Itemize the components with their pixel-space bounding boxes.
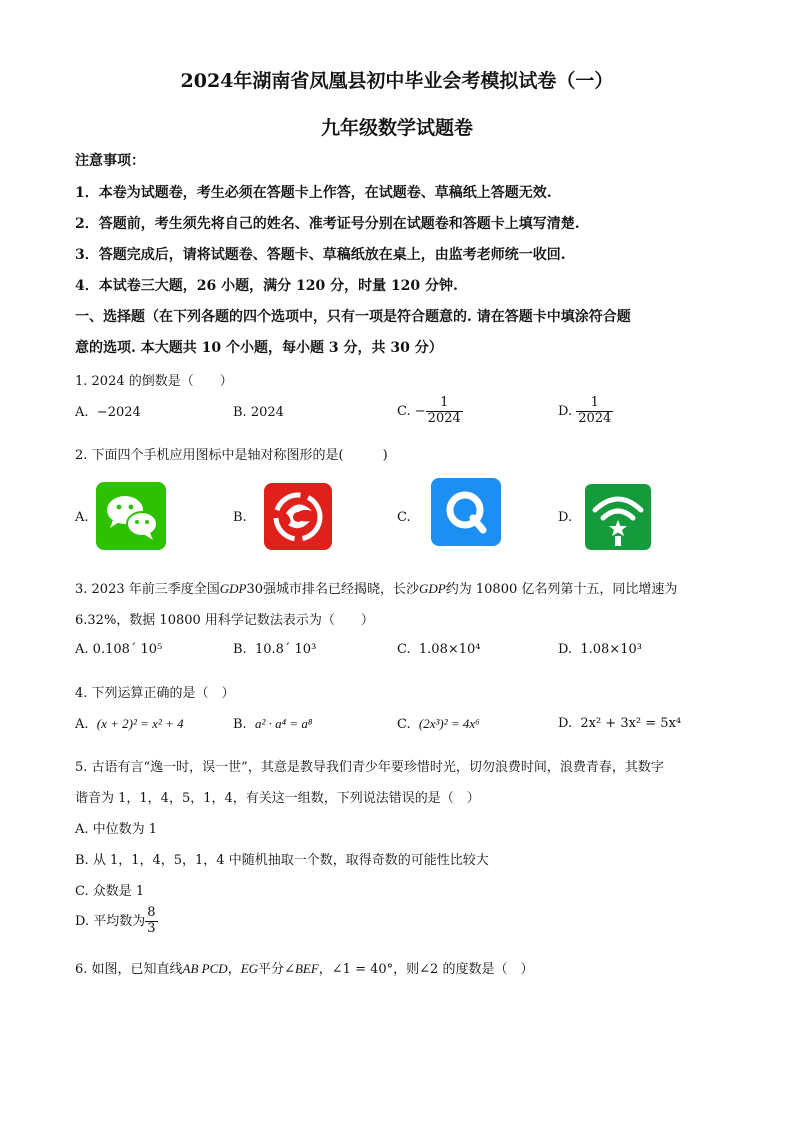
fraction: $\frac{1}{2024}$ (427, 395, 461, 426)
section-heading-line-1: 一、选择题（在下列各题的四个选项中，只有一项是符合题意的. 请在答题卡中填涂符合题 (75, 309, 631, 325)
question-6-stem: 6. 如图，已知直线AB PCD，EG平分∠BEF，∠1 = 40°，则∠2 的度数是（ ） (75, 961, 534, 977)
question-1-option-c: C. − $\frac{1}{2024}$ (397, 395, 461, 426)
question-4-option-b: B. a² · a⁴ = a⁸ (233, 716, 313, 732)
question-5-stem-line-2: 谐音为 1，1，4，5，1，4，有关这一组数，下列说法错误的是（ ） (75, 791, 480, 806)
question-5-option-a: A. 中位数为 1 (75, 822, 158, 837)
question-2-option-c-label: C. (397, 510, 411, 525)
question-4-option-c: C. (2x³)² = 4x⁶ (397, 716, 480, 732)
wechat-icon (96, 482, 166, 550)
notes-item-1: 1．本卷为试题卷，考生必须在答题卡上作答，在试题卷、草稿纸上答题无效. (75, 185, 552, 201)
phoenix-news-icon (264, 483, 332, 550)
question-3-option-a: A. 0.108´ 10⁵ (75, 642, 163, 657)
question-3-option-b: B. 10.8´ 10³ (233, 642, 317, 657)
question-3-stem-line-1: 3. 2023 年前三季度全国GDP30强城市排名已经揭晓，长沙GDP约为 10800 亿名列第十五，同比增速为 (75, 581, 678, 597)
section-heading-line-2: 意的选项. 本大题共 10 个小题，每小题 3 分，共 30 分） (75, 340, 443, 356)
search-q-icon (431, 478, 501, 546)
question-1-stem: 1. 2024 的倒数是（ ） (75, 374, 233, 389)
question-2-option-d-label: D. (558, 510, 573, 525)
question-3-option-c: C. 1.08×10⁴ (397, 642, 481, 657)
notes-item-3: 3．答题完成后，请将试题卷、答题卡、草稿纸放在桌上，由监考老师统一收回. (75, 247, 566, 263)
question-4-option-d: D. 2x² + 3x² = 5x⁴ (558, 716, 682, 731)
question-5-stem-line-1: 5. 古语有言“逸一时，误一世”，其意是教导我们青少年要珍惜时光，切勿浪费时间，浪费青春，其数字 (75, 760, 664, 775)
page-title: 2024年湖南省凤凰县初中毕业会考模拟试卷（一） (180, 70, 614, 92)
question-2-option-b-label: B. (233, 510, 247, 525)
question-2-option-a-label: A. (75, 510, 89, 525)
question-3-option-d: D. 1.08×10³ (558, 642, 642, 657)
wifi-signal-icon (585, 484, 651, 550)
question-3-stem-line-2: 6.32%，数据 10800 用科学记数法表示为（ ） (75, 613, 374, 628)
page-subtitle: 九年级数学试题卷 (320, 117, 473, 139)
fraction: $\frac{1}{2024}$ (578, 395, 612, 426)
fraction: $\frac{8}{3}$ (147, 905, 156, 936)
question-4-stem: 4. 下列运算正确的是（ ） (75, 686, 235, 701)
notes-item-2: 2．答题前，考生须先将自己的姓名、准考证号分别在试题卷和答题卡上填写清楚. (75, 216, 580, 232)
question-2-stem: 2. 下面四个手机应用图标中是轴对称图形的是( ) (75, 448, 388, 463)
notes-item-4: 4．本试卷三大题，26 小题，满分 120 分，时量 120 分钟. (75, 278, 458, 294)
question-5-option-b: B. 从 1，1，4，5，1，4 中随机抽取一个数，取得奇数的可能性比较大 (75, 853, 489, 868)
question-1-option-b: B. 2024 (233, 405, 284, 420)
notes-heading: 注意事项： (75, 153, 145, 169)
question-5-option-d: D. 平均数为 $\frac{8}{3}$ (75, 905, 156, 936)
question-1-option-d: D. $\frac{1}{2024}$ (558, 395, 612, 426)
question-5-option-c: C. 众数是 1 (75, 884, 145, 899)
question-4-option-a: A. (x + 2)² = x² + 4 (75, 716, 184, 732)
question-1-option-a: A. −2024 (75, 405, 141, 420)
